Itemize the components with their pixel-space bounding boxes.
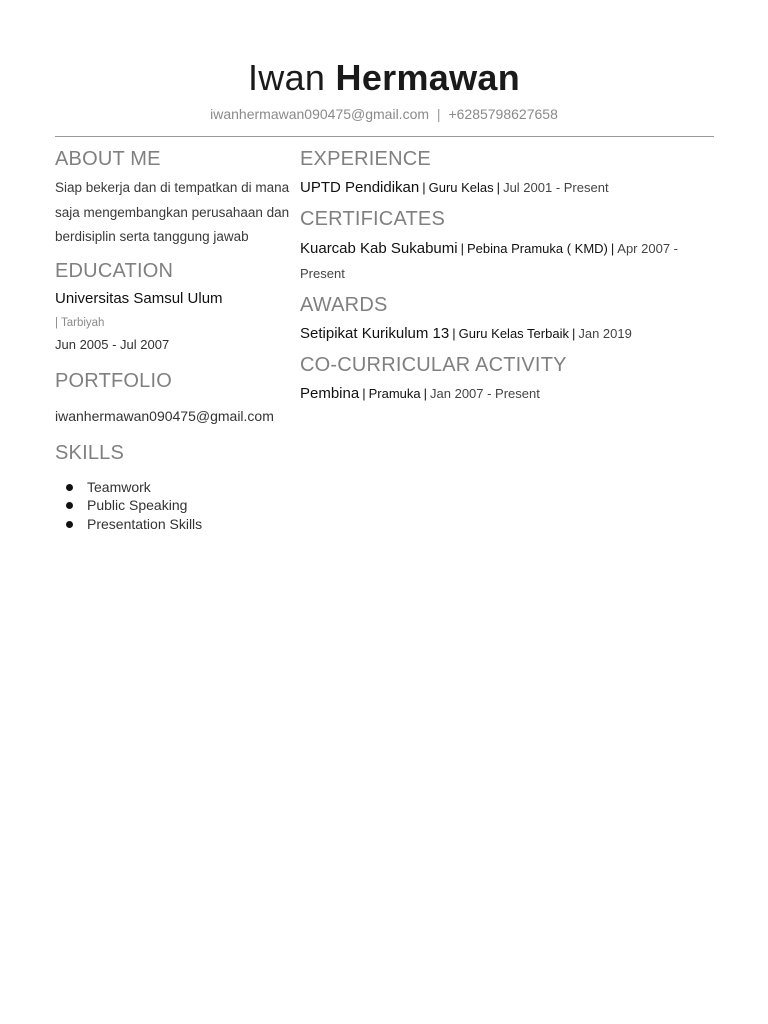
separator: | [422,180,426,195]
cocurricular-dates: Jan 2007 - Present [430,386,540,401]
certificate-issuer: Pebina Pramuka ( KMD) [467,241,608,256]
experience-role: Guru Kelas [428,180,494,195]
portfolio-link[interactable]: iwanhermawan090475@gmail.com [55,407,274,424]
separator: | [496,180,501,195]
skill-label: Public Speaking [87,497,188,513]
experience-dates: Jul 2001 - Present [503,180,609,195]
certificates-section [300,206,714,286]
portfolio-section [55,368,291,426]
separator: | [460,241,464,256]
award-entry [300,322,714,346]
bullet-icon [66,521,73,528]
experience-section [300,146,714,200]
experience-entry [300,176,714,200]
awards-section [300,292,714,346]
skill-label: Presentation Skills [87,515,203,532]
cocurricular-entry [300,382,714,406]
candidate-name [0,56,768,100]
skill-label: Teamwork [87,478,151,495]
separator: | [571,326,576,341]
certificate-entry [300,236,714,286]
skill-item [87,515,291,534]
cocurricular-title: CO-CURRICULAR ACTIVITY [300,354,567,376]
certificate-name: Kuarcab Kab Sukabumi [300,240,458,257]
skills-title: SKILLS [55,441,125,464]
contact-line [0,106,768,122]
certificate-dates: Apr 2007 - Present [300,241,678,281]
award-dates: Jan 2019 [578,326,632,341]
about-title: ABOUT ME [55,148,161,170]
header-divider [55,136,714,137]
awards-title: AWARDS [300,294,388,316]
left-column [55,146,291,533]
first-name: Iwan [247,57,326,98]
skill-item [87,478,291,497]
contact-email[interactable]: iwanhermawan090475@gmail.com [210,106,430,122]
education-major: | Tarbiyah [55,316,105,329]
last-name: Hermawan [335,57,521,98]
separator: | [610,241,615,256]
skills-list [55,478,291,534]
skills-section [55,440,291,534]
separator: | [362,386,366,401]
certificates-title: CERTIFICATES [300,208,446,230]
right-column [300,146,714,406]
experience-title: EXPERIENCE [300,148,431,170]
cocurricular-section [300,352,714,406]
education-title: EDUCATION [55,259,174,282]
cocurricular-name: Pembina [300,385,360,402]
contact-separator: | [436,106,441,122]
education-school: Universitas Samsul Ulum [55,289,223,307]
award-issuer: Guru Kelas Terbaik [458,326,569,341]
education-dates: Jun 2005 - Jul 2007 [55,336,170,352]
portfolio-title: PORTFOLIO [55,369,173,392]
about-section [55,146,291,250]
separator: | [452,326,456,341]
about-text: Siap bekerja dan di tempatkan di mana saja mengembangkan perusahaan dan berdisiplin serta tanggung jawab [55,180,290,244]
cocurricular-org: Pramuka [368,386,421,401]
resume-header [0,56,768,122]
bullet-icon [66,502,73,509]
contact-phone[interactable]: +6285798627658 [448,106,558,122]
experience-place: UPTD Pendidikan [300,179,420,196]
education-section [55,258,291,354]
bullet-icon [66,484,73,491]
award-name: Setipikat Kurikulum 13 [300,325,450,342]
separator: | [423,386,428,401]
skill-item [87,496,291,515]
